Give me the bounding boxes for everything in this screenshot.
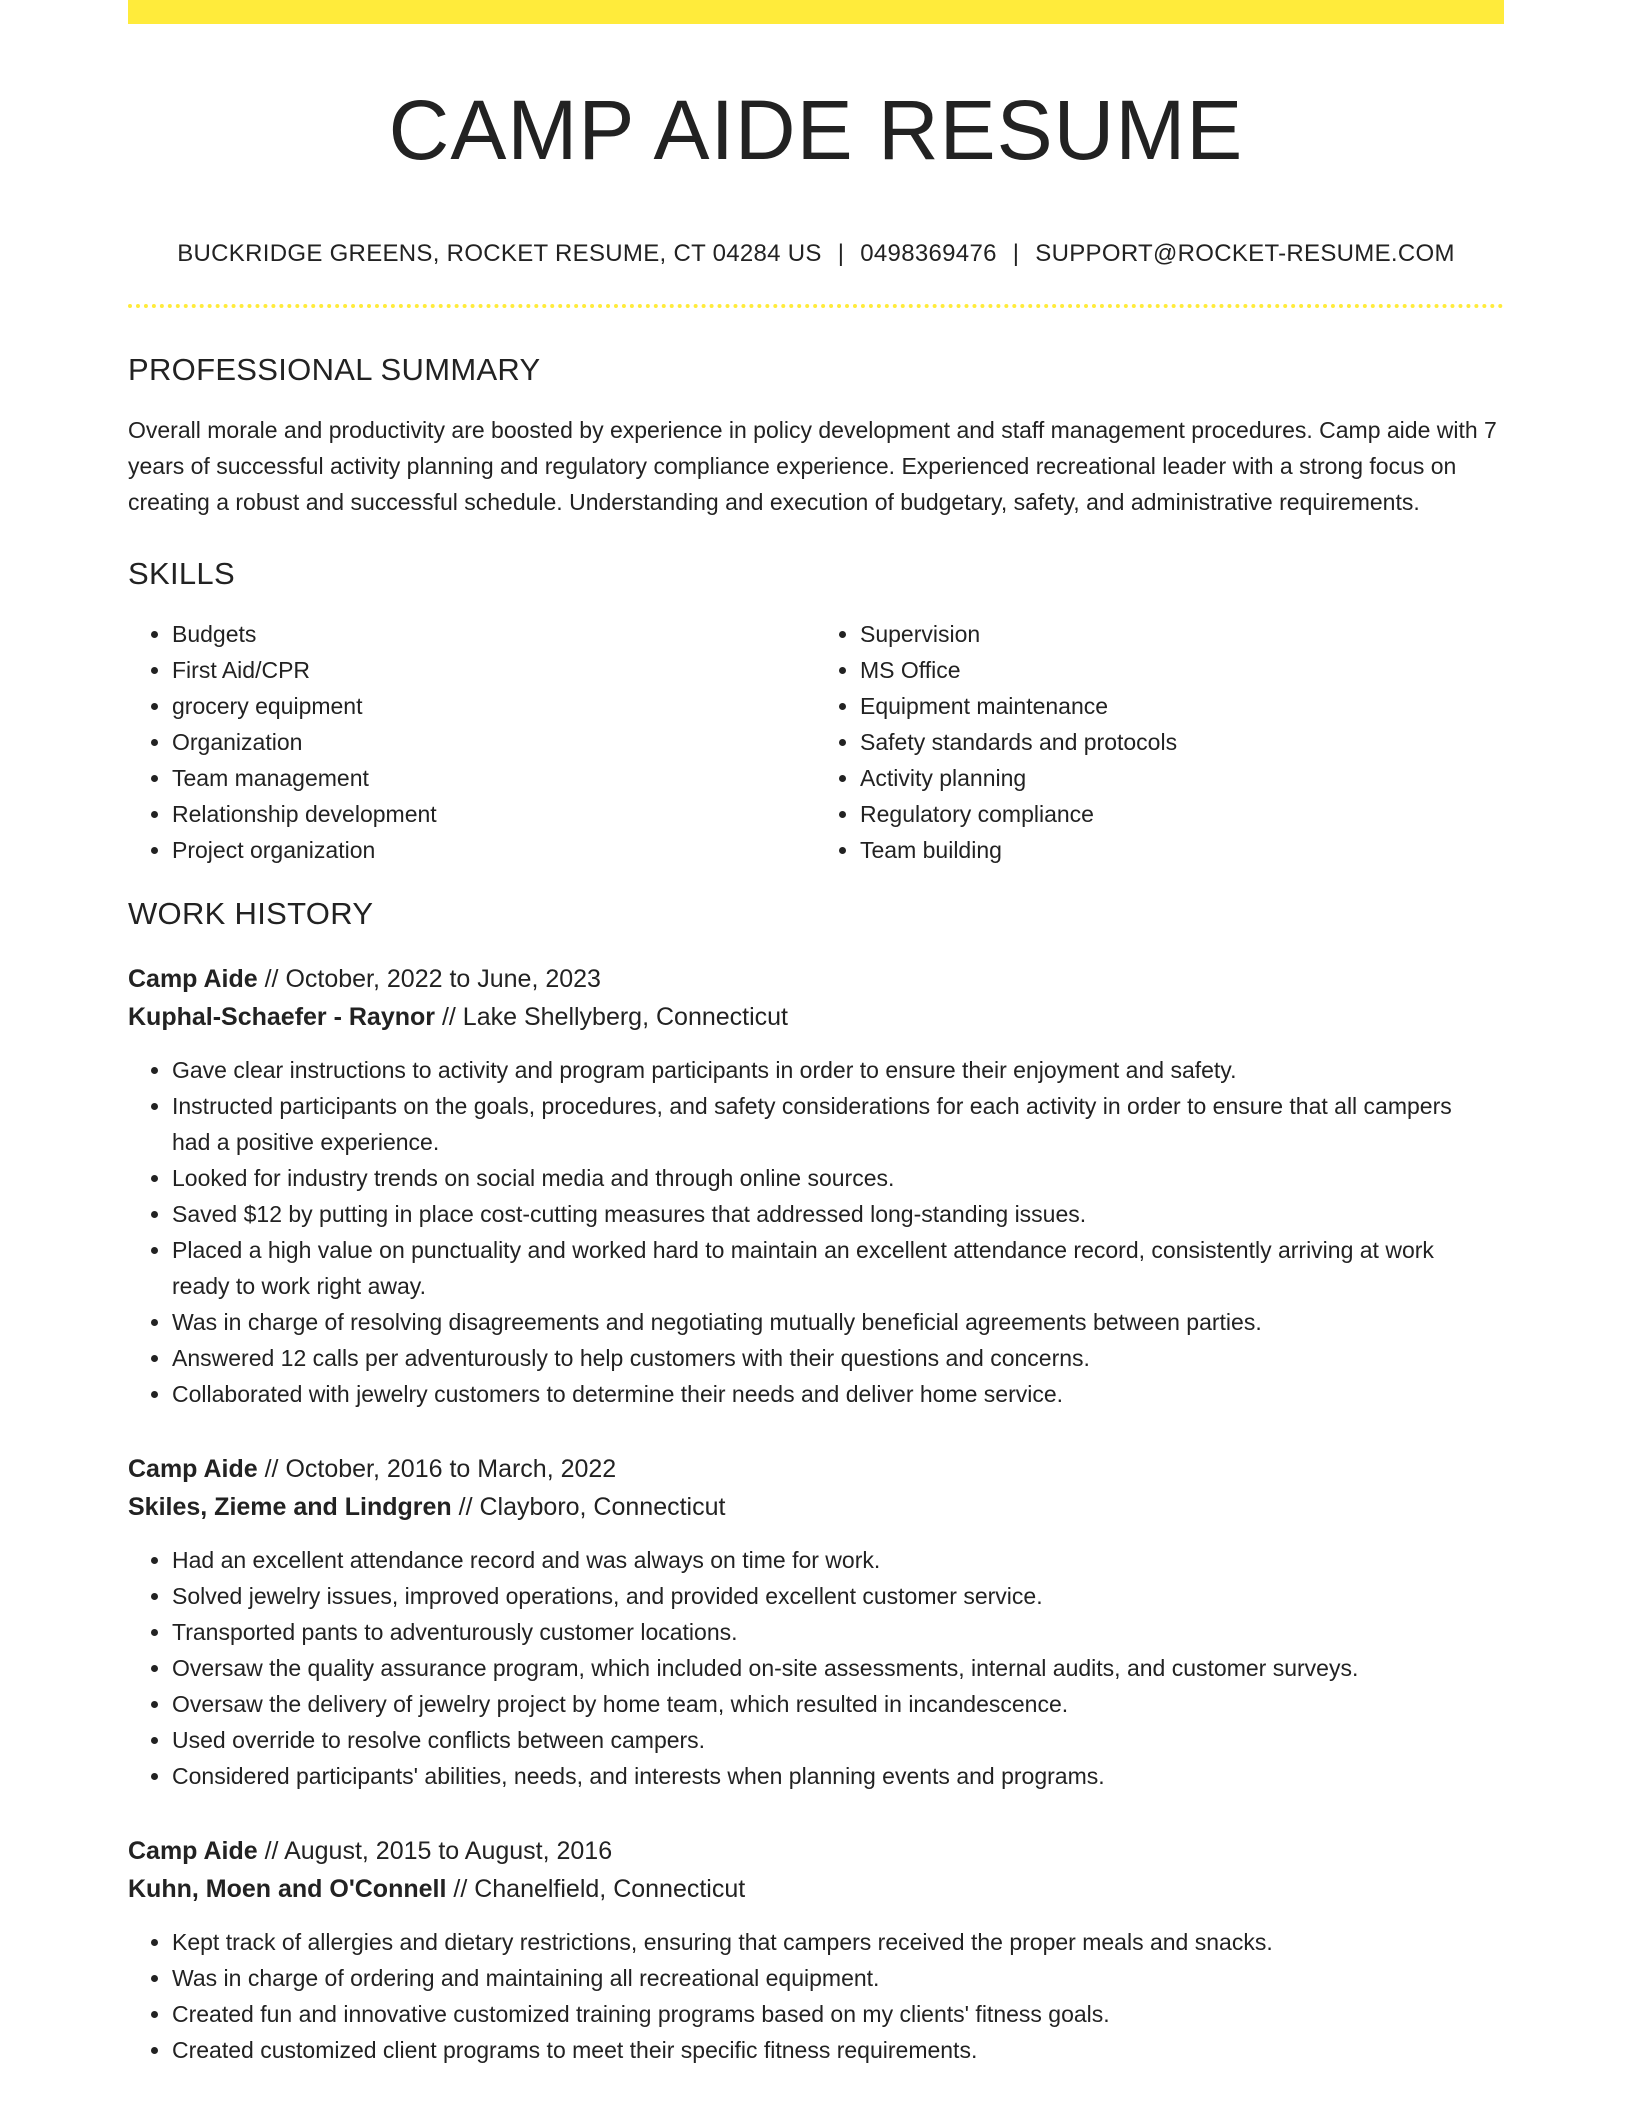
summary-text: Overall morale and productivity are boosted by experience in policy development and staff management procedures. Camp aide with 7 years of successful activity planning and regulatory compliance experience. Experienced recreational leader with a strong focus on creating a robust and successful schedule. Understanding and execution of budgetary, safety, and administrative requirements. (128, 417, 1497, 516)
job-bullet: • Was in charge of ordering and maintaining all recreational equipment. (172, 1960, 1504, 1996)
skill-item: • Budgets (172, 616, 816, 652)
job-bullet: • Oversaw the quality assurance program, which included on-site assessments, internal audits, and customer surveys. (172, 1650, 1504, 1686)
contact-separator: | (837, 240, 845, 268)
job-company-line (128, 1488, 1504, 1526)
skill-item: • First Aid/CPR (172, 652, 816, 688)
top-accent-bar (128, 0, 1504, 24)
job-bullets (128, 1052, 1504, 1412)
job-company: Kuhn, Moen and O'Connell (128, 1875, 447, 1904)
job-entry (128, 960, 1504, 1412)
job-location: // Clayboro, Connecticut (458, 1493, 726, 1522)
job-bullet: • Gave clear instructions to activity and program participants in order to ensure their enjoyment and safety. (172, 1052, 1504, 1088)
work-history-list (128, 960, 1504, 2068)
job-title-line (128, 960, 1504, 998)
skills-list-left (128, 616, 816, 868)
job-role: Camp Aide (128, 1455, 258, 1484)
job-bullet: • Looked for industry trends on social media and through online sources. (172, 1160, 1504, 1196)
job-bullet: • Transported pants to adventurously customer locations. (172, 1614, 1504, 1650)
job-location: // Lake Shellyberg, Connecticut (441, 1003, 789, 1032)
job-company: Skiles, Zieme and Lindgren (128, 1493, 452, 1522)
job-location: // Chanelfield, Connecticut (453, 1875, 746, 1904)
job-bullets (128, 1924, 1504, 2068)
skill-item: • Team building (860, 832, 1504, 868)
skill-item: • Supervision (860, 616, 1504, 652)
job-bullet: • Kept track of allergies and dietary restrictions, ensuring that campers received the proper meals and snacks. (172, 1924, 1504, 1960)
summary-heading: PROFESSIONAL SUMMARY (128, 352, 541, 388)
skill-item: • grocery equipment (172, 688, 816, 724)
job-role: Camp Aide (128, 965, 258, 994)
skill-item: • Safety standards and protocols (860, 724, 1504, 760)
skills-grid (128, 616, 1504, 868)
dotted-divider (128, 304, 1504, 308)
contact-separator: | (1012, 240, 1020, 268)
job-bullet: • Collaborated with jewelry customers to determine their needs and deliver home service. (172, 1376, 1504, 1412)
job-bullet: • Was in charge of resolving disagreements and negotiating mutually beneficial agreements between parties. (172, 1304, 1504, 1340)
job-bullet: • Solved jewelry issues, improved operations, and provided excellent customer service. (172, 1578, 1504, 1614)
job-bullet: • Saved $12 by putting in place cost-cutting measures that addressed long-standing issues. (172, 1196, 1504, 1232)
job-dates: // October, 2016 to March, 2022 (264, 1455, 617, 1484)
skill-item: • Project organization (172, 832, 816, 868)
job-bullet: • Created fun and innovative customized training programs based on my clients' fitness goals. (172, 1996, 1504, 2032)
skill-item: • Activity planning (860, 760, 1504, 796)
contact-email[interactable]: SUPPORT@ROCKET-RESUME.COM (1035, 240, 1455, 268)
resume-page (128, 0, 1504, 2068)
job-bullets (128, 1542, 1504, 1794)
job-title-line (128, 1832, 1504, 1870)
skill-item: • Equipment maintenance (860, 688, 1504, 724)
job-company: Kuphal-Schaefer - Raynor (128, 1003, 436, 1032)
skill-item: • Regulatory compliance (860, 796, 1504, 832)
job-entry (128, 1450, 1504, 1794)
contact-address: BUCKRIDGE GREENS, ROCKET RESUME, CT 04284 US (177, 240, 822, 268)
work-history-heading: WORK HISTORY (128, 896, 374, 932)
contact-phone[interactable]: 0498369476 (860, 240, 997, 268)
job-dates: // August, 2015 to August, 2016 (264, 1837, 613, 1866)
skills-heading: SKILLS (128, 556, 235, 592)
resume-title: CAMP AIDE RESUME (388, 83, 1244, 177)
job-bullet: • Had an excellent attendance record and was always on time for work. (172, 1542, 1504, 1578)
skill-item: • Relationship development (172, 796, 816, 832)
skill-item: • Team management (172, 760, 816, 796)
job-entry (128, 1832, 1504, 2068)
job-bullet: • Placed a high value on punctuality and worked hard to maintain an excellent attendance record, consistently arriving at work ready to work right away. (172, 1232, 1504, 1304)
skill-item: • MS Office (860, 652, 1504, 688)
job-role: Camp Aide (128, 1837, 258, 1866)
job-bullet: • Instructed participants on the goals, procedures, and safety considerations for each activity in order to ensure that all campers had a positive experience. (172, 1088, 1504, 1160)
job-bullet: • Used override to resolve conflicts between campers. (172, 1722, 1504, 1758)
skill-item: • Organization (172, 724, 816, 760)
job-title-line (128, 1450, 1504, 1488)
job-bullet: • Answered 12 calls per adventurously to help customers with their questions and concerns. (172, 1340, 1504, 1376)
job-bullet: • Considered participants' abilities, needs, and interests when planning events and programs. (172, 1758, 1504, 1794)
job-company-line (128, 1870, 1504, 1908)
job-dates: // October, 2022 to June, 2023 (264, 965, 601, 994)
skills-list-right (816, 616, 1504, 868)
job-company-line (128, 998, 1504, 1036)
job-bullet: • Created customized client programs to meet their specific fitness requirements. (172, 2032, 1504, 2068)
contact-line (128, 240, 1504, 268)
job-bullet: • Oversaw the delivery of jewelry project by home team, which resulted in incandescence. (172, 1686, 1504, 1722)
